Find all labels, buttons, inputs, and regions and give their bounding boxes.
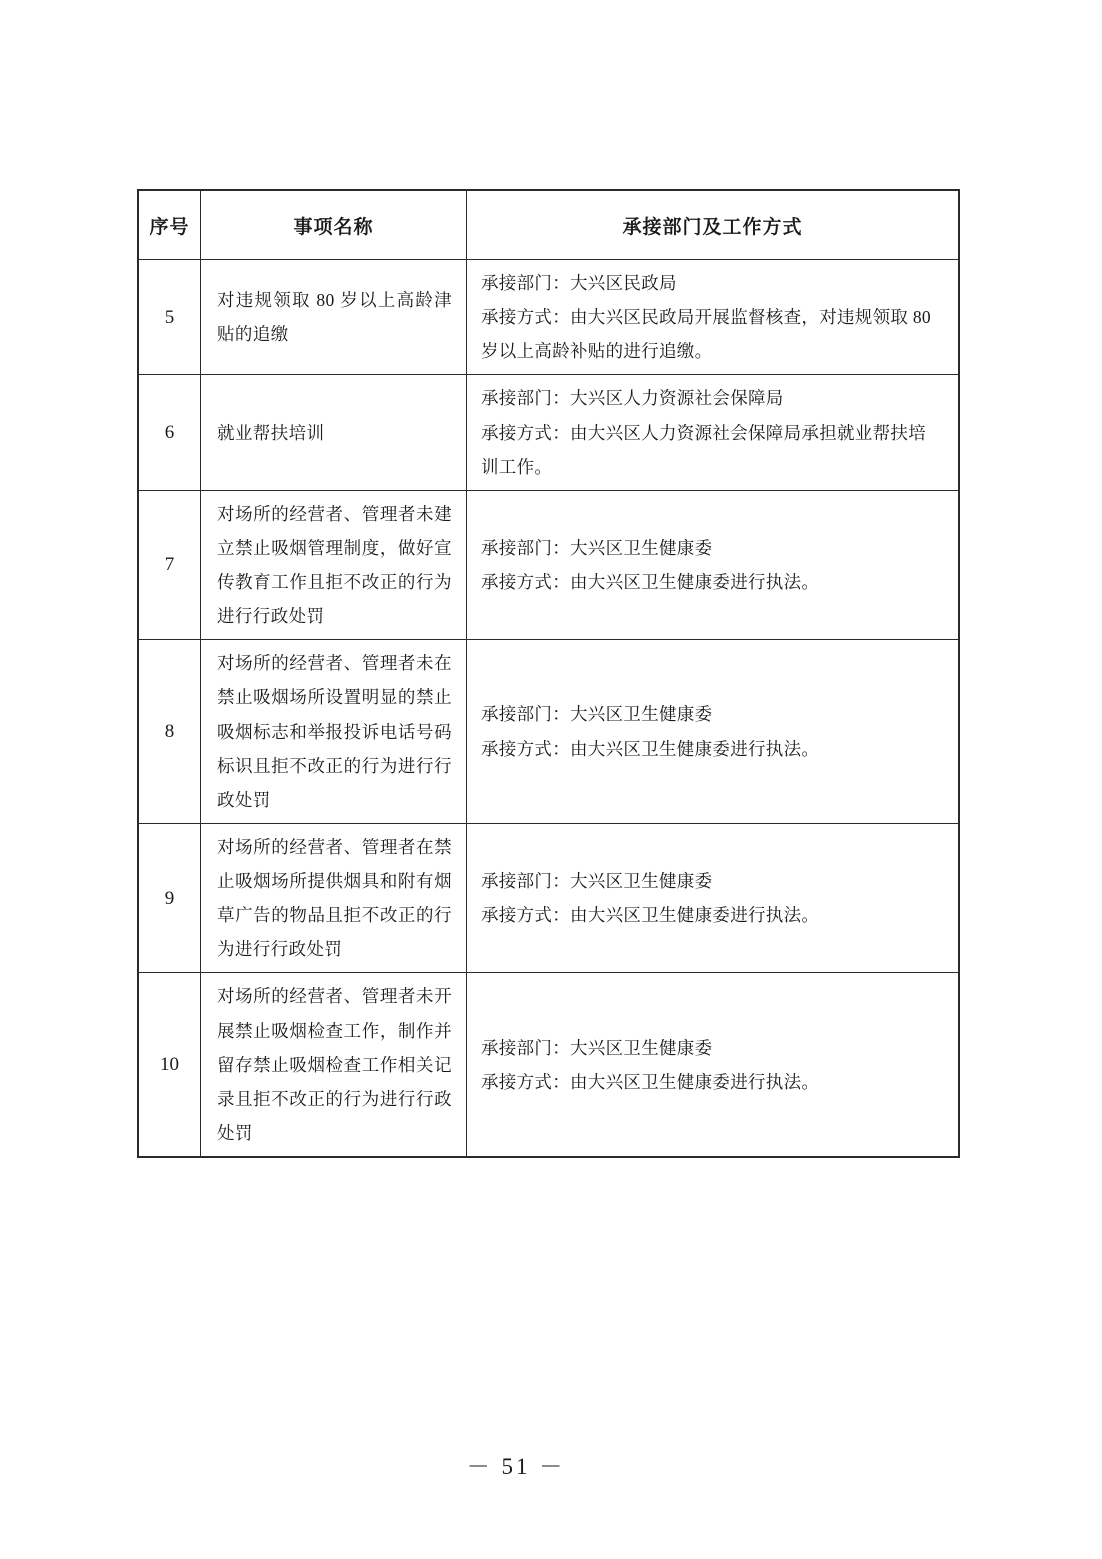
table-row (139, 260, 959, 375)
cell-sequence: 5 (139, 260, 201, 375)
cell-department (467, 260, 959, 375)
department-line: 承接部门：大兴区卫生健康委 (481, 871, 713, 891)
responsibility-table (138, 190, 959, 1157)
department-line: 承接部门：大兴区民政局 (481, 273, 677, 293)
cell-department (467, 823, 959, 973)
cell-department (467, 640, 959, 824)
cell-sequence: 6 (139, 375, 201, 490)
cell-item-name: 对场所的经营者、管理者在禁止吸烟场所提供烟具和附有烟草广告的物品且拒不改正的行为进行行政处罚 (201, 823, 467, 973)
department-line: 承接部门：大兴区卫生健康委 (481, 1037, 713, 1058)
cell-item-name: 对违规领取 80 岁以上高龄津贴的追缴 (201, 260, 467, 375)
cell-item-name: 对场所的经营者、管理者未建立禁止吸烟管理制度，做好宣传教育工作且拒不改正的行为进行行政处罚 (201, 490, 467, 640)
cell-item-name: 对场所的经营者、管理者未在禁止吸烟场所设置明显的禁止吸烟标志和举报投诉电话号码标识且拒不改正的行为进行行政处罚 (201, 640, 467, 824)
department-line: 承接部门：大兴区卫生健康委 (481, 704, 713, 725)
department-line: 承接部门：大兴区卫生健康委 (481, 537, 713, 558)
column-header-department: 承接部门及工作方式 (467, 191, 959, 260)
table-header-row (139, 191, 959, 260)
column-header-item-name: 事项名称 (201, 191, 467, 260)
page-number: － 51 － (466, 1454, 566, 1479)
table-row (139, 375, 959, 490)
cell-sequence: 7 (139, 490, 201, 640)
cell-department (467, 490, 959, 640)
method-line: 承接方式：由大兴区人力资源社会保障局承担就业帮扶培训工作。 (481, 422, 926, 477)
table-row (139, 823, 959, 973)
cell-item-name: 就业帮扶培训 (201, 375, 467, 490)
method-line: 承接方式：由大兴区民政局开展监督核查，对违规领取 80 岁以上高龄补贴的进行追缴。 (481, 307, 931, 362)
table-row (139, 973, 959, 1157)
department-line: 承接部门：大兴区人力资源社会保障局 (481, 388, 784, 409)
cell-item-name: 对场所的经营者、管理者未开展禁止吸烟检查工作，制作并留存禁止吸烟检查工作相关记录且拒不改正的行为进行行政处罚 (201, 973, 467, 1157)
table-row (139, 490, 959, 640)
method-line: 承接方式：由大兴区卫生健康委进行执法。 (481, 905, 820, 926)
cell-sequence: 10 (139, 973, 201, 1157)
cell-sequence: 9 (139, 823, 201, 973)
column-header-sequence: 序号 (139, 191, 201, 260)
method-line: 承接方式：由大兴区卫生健康委进行执法。 (481, 738, 820, 759)
table-row (139, 640, 959, 824)
method-line: 承接方式：由大兴区卫生健康委进行执法。 (481, 1071, 820, 1092)
cell-sequence: 8 (139, 640, 201, 824)
method-line: 承接方式：由大兴区卫生健康委进行执法。 (481, 572, 820, 592)
cell-department (467, 375, 959, 490)
cell-department (467, 973, 959, 1157)
